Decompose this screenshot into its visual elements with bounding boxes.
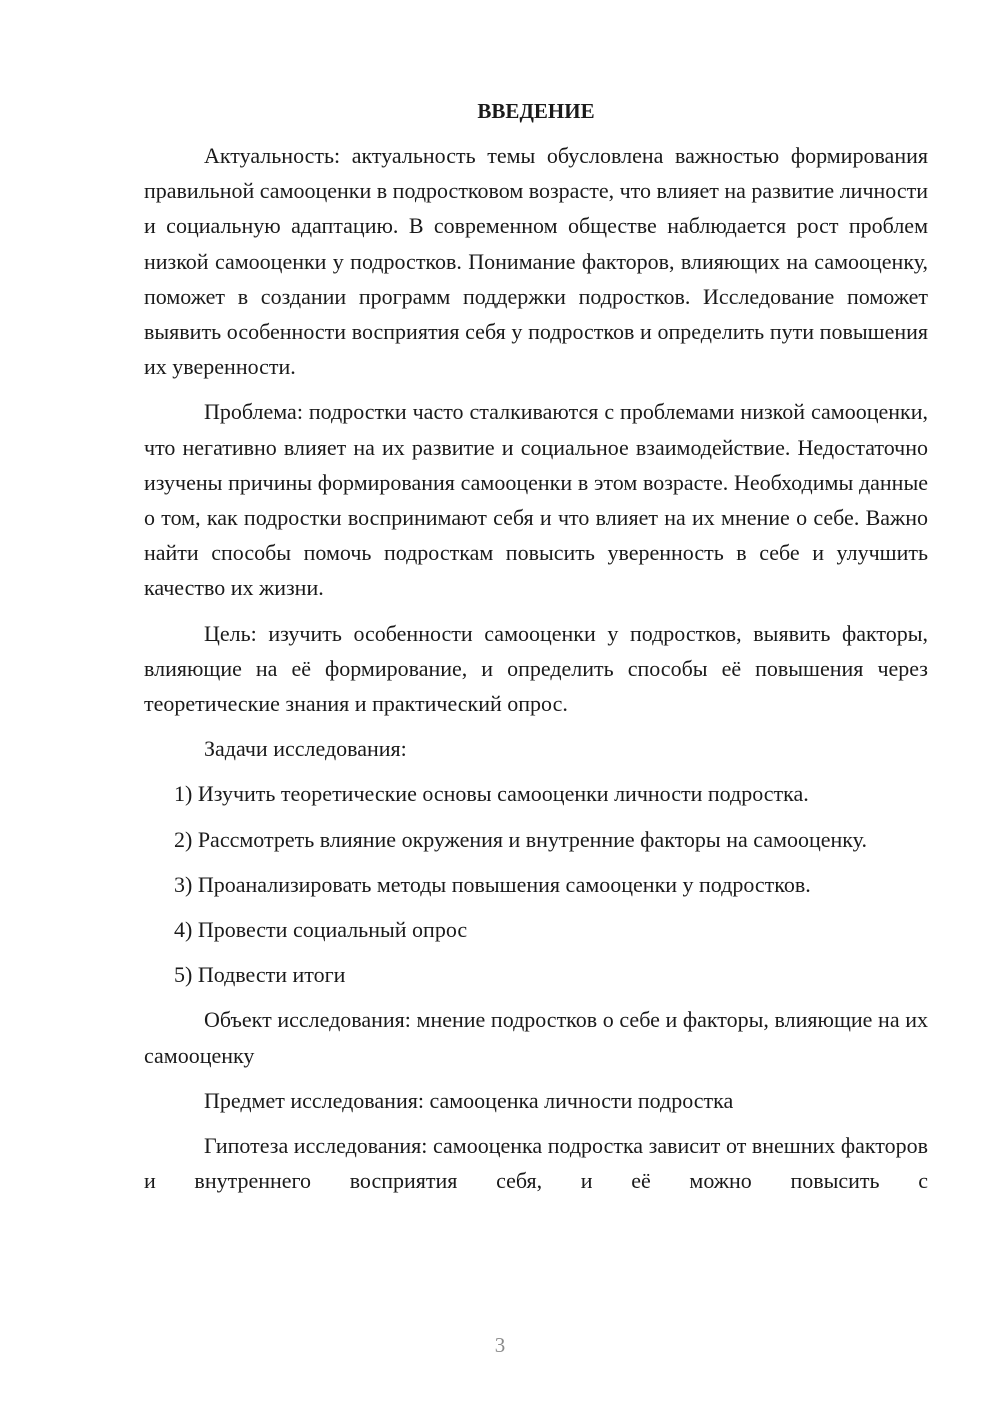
hypothesis-paragraph: Гипотеза исследования: самооценка подростка зависит от внешних факторов и внутреннего восприятия себя, и её можно повысить с <box>144 1133 928 1194</box>
task-item-4: 4) Провести социальный опрос <box>174 917 468 943</box>
page-number: 3 <box>494 1333 506 1357</box>
task-item-3: 3) Проанализировать методы повышения самооценки у подростков. <box>174 871 811 897</box>
task-item-2: 2) Рассмотреть влияние окружения и внутренние факторы на самооценку. <box>174 826 867 852</box>
tasks-heading: Задачи исследования: <box>204 736 407 762</box>
subject-paragraph: Предмет исследования: самооценка личности подростка <box>204 1087 734 1113</box>
section-title: ВВЕДЕНИЕ <box>477 99 595 123</box>
task-item-5: 5) Подвести итоги <box>174 962 346 988</box>
page-body <box>144 94 928 1208</box>
relevance-paragraph: Актуальность: актуальность темы обусловлена важностью формирования правильной самооценки в подростковом возрасте, что влияет на развитие личности и социальную адаптацию. В современном обществе наблюдается рост проблем низкой самооценки у подростков. Понимание факторов, влияющих на самооценку, поможет в создании программ поддержки подростков. Исследование поможет выявить особенности восприятия себя у подростков и определить пути повышения их уверенности. <box>144 143 928 380</box>
goal-paragraph: Цель: изучить особенности самооценки у подростков, выявить факторы, влияющие на её формирование, и определить способы её повышения через теоретические знания и практический опрос. <box>144 620 928 717</box>
problem-paragraph: Проблема: подростки часто сталкиваются с проблемами низкой самооценки, что негативно влияет на их развитие и социальное взаимодействие. Недостаточно изучены причины формирования самооценки в этом возрасте. Необходимы данные о том, как подростки воспринимают себя и что влияет на их мнение о себе. Важно найти способы помочь подросткам повысить уверенность в себе и улучшить качество их жизни. <box>144 399 928 601</box>
object-paragraph: Объект исследования: мнение подростков о себе и факторы, влияющие на их самооценку <box>144 1007 928 1068</box>
task-item-1: 1) Изучить теоретические основы самооценки личности подростка. <box>174 781 809 807</box>
